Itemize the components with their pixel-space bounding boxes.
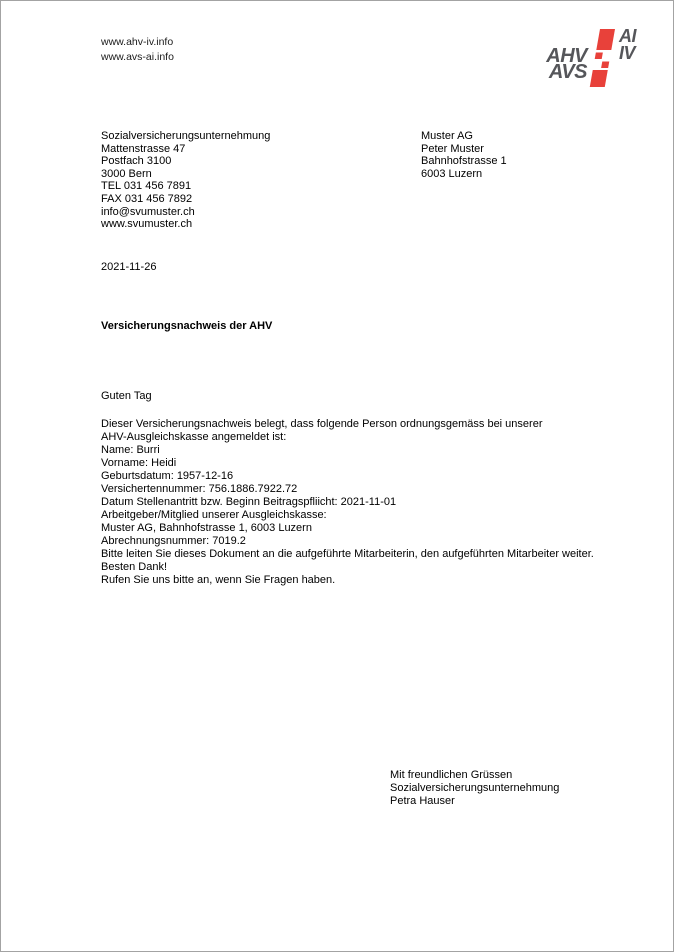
- body-line-geburtsdatum: Geburtsdatum: 1957-12-16: [101, 470, 234, 482]
- recipient-street: Bahnhofstrasse 1: [421, 155, 507, 168]
- body-line: Dieser Versicherungsnachweis belegt, dass folgende Person ordnungsgemäss bei unserer: [101, 418, 543, 430]
- letter-body: [101, 418, 646, 587]
- closing-signer: Petra Hauser: [390, 795, 455, 807]
- closing-greeting: Mit freundlichen Grüssen: [390, 769, 513, 781]
- logo-left-text: [539, 45, 587, 83]
- logo-ai-label: AI: [619, 26, 636, 46]
- body-line: AHV-Ausgleichskasse angemeldet ist:: [101, 431, 287, 443]
- recipient-address-block: [421, 130, 507, 180]
- sender-address-block: [101, 130, 270, 231]
- sender-name: Sozialversicherungsunternehmung: [101, 130, 271, 142]
- sender-street: Mattenstrasse 47: [101, 142, 186, 155]
- logo-ahv-label: AHV: [546, 45, 587, 67]
- body-line-name: Name: Burri: [101, 444, 160, 456]
- closing-company: Sozialversicherungsunternehmung: [390, 782, 560, 794]
- sender-city: 3000 Bern: [101, 167, 152, 180]
- sender-website: www.svumuster.ch: [101, 218, 193, 231]
- body-line: Rufen Sie uns bitte an, wenn Sie Fragen haben.: [101, 574, 336, 586]
- body-line: Besten Dank!: [101, 561, 168, 573]
- sender-fax: FAX 031 456 7892: [101, 192, 193, 205]
- body-line-arbeitgeber: Arbeitgeber/Mitglied unserer Ausgleichskasse:: [101, 509, 327, 521]
- sender-pobox: Postfach 3100: [101, 155, 172, 168]
- link-ahv-iv-info[interactable]: www.ahv-iv.info: [101, 36, 174, 48]
- logo-right-text: [619, 28, 636, 62]
- sender-email: info@svumuster.ch: [101, 205, 195, 218]
- sender-tel: TEL 031 456 7891: [101, 180, 192, 193]
- body-line-abrechnungsnummer: Abrechnungsnummer: 7019.2: [101, 535, 246, 547]
- body-line-vorname: Vorname: Heidi: [101, 457, 177, 469]
- logo-avs-label: AVS: [548, 61, 587, 83]
- subject-line: Versicherungsnachweis der AHV: [101, 320, 273, 332]
- letter-date: 2021-11-26: [101, 261, 157, 273]
- recipient-company: Muster AG: [421, 130, 473, 142]
- recipient-city: 6003 Luzern: [421, 167, 483, 180]
- ahv-avs-logo: [539, 27, 651, 89]
- body-line-stellenantritt: Datum Stellenantritt bzw. Beginn Beitragspfliicht: 2021-11-01: [101, 496, 397, 508]
- recipient-person: Peter Muster: [421, 142, 484, 155]
- body-line-arbeitgeber-adresse: Muster AG, Bahnhofstrasse 1, 6003 Luzern: [101, 522, 312, 534]
- link-avs-ai-info[interactable]: www.avs-ai.info: [101, 51, 174, 63]
- swiss-cross-beam-icon: [587, 29, 621, 87]
- weblinks-block: [101, 35, 174, 65]
- logo-iv-label: IV: [619, 43, 636, 63]
- salutation: Guten Tag: [101, 390, 152, 402]
- body-line-versichertennummer: Versichertennummer: 756.1886.7922.72: [101, 483, 298, 495]
- closing-block: [390, 769, 559, 808]
- body-line: Bitte leiten Sie dieses Dokument an die aufgeführte Mitarbeiterin, den aufgeführten Mitarbeiter weiter.: [101, 548, 594, 560]
